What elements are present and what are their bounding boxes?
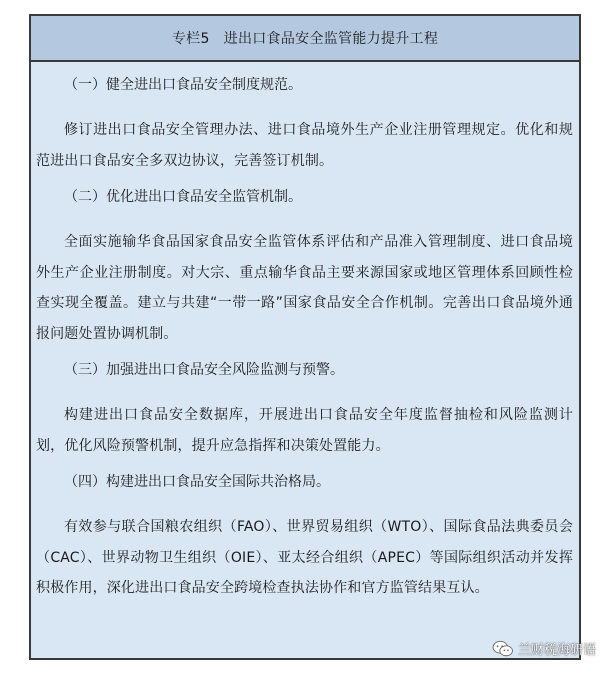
section-body-2: 全面实施输华食品国家食品安全监管体系评估和产品准入管理制度、进口食品境外生产企业注册制度。对大宗、重点输华食品主要来源国家或地区管理体系回顾性检查实现全覆盖。建立与共建“一带一路”国家食品安全合作机制。完善出口食品境外通报问题处置协调机制。	[36, 234, 573, 342]
section-body-3: 构建进出口食品安全数据库，开展进出口食品安全年度监督抽检和风险监测计划，优化风险预警机制，提升应急指挥和决策处置能力。	[36, 407, 573, 454]
section-body-1: 修订进出口食品安全管理办法、进口食品境外生产企业注册管理规定。优化和规范进出口食品安全多双边协议，完善签订机制。	[36, 122, 573, 169]
box-title-number: 专栏5	[171, 31, 210, 47]
wechat-icon	[492, 640, 514, 658]
watermark-text: 兰财税海研语	[517, 643, 596, 658]
box-header	[31, 16, 579, 62]
watermark	[492, 639, 596, 658]
section-heading-4: （四）构建进出口食品安全国际共治格局。	[64, 474, 330, 490]
section-heading-3: （三）加强进出口食品安全风险监测与预警。	[64, 362, 344, 378]
section-body-4: 有效参与联合国粮农组织（FAO）、世界贸易组织（WTO）、国际食品法典委员会（CAC）、世界动物卫生组织（OIE）、亚太经合组织（APEC）等国际组织活动并发挥积极作用，深化进出口食品安全跨境检查执法协作和官方监管结果互认。	[36, 519, 573, 596]
box-body	[31, 62, 579, 604]
box-title: 进出口食品安全监管能力提升工程	[223, 31, 439, 47]
section-heading-1: （一）健全进出口食品安全制度规范。	[64, 77, 302, 93]
special-column-box	[29, 14, 581, 660]
section-heading-2: （二）优化进出口食品安全监管机制。	[64, 189, 302, 205]
